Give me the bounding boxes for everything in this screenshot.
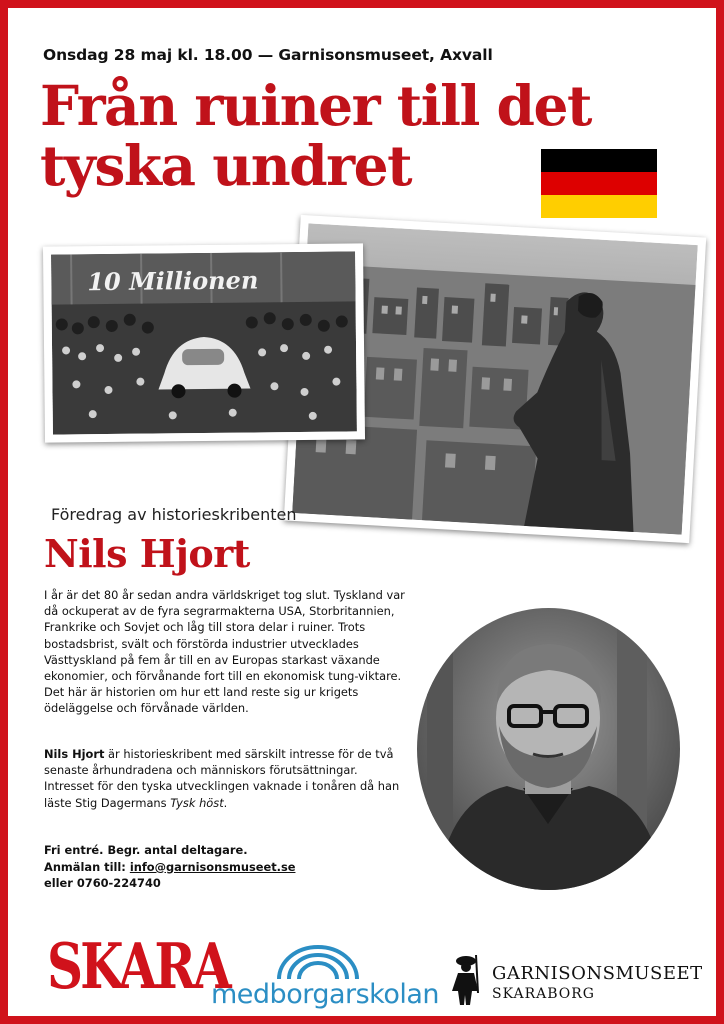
flag-stripe-gold	[541, 195, 657, 218]
medborgarskolan-arc-icon	[273, 945, 363, 981]
speaker-intro: Föredrag av historieskribenten	[51, 505, 297, 524]
german-flag-icon	[541, 149, 657, 218]
skara-logo	[43, 929, 229, 1010]
bio-name: Nils Hjort	[44, 747, 105, 761]
soldier-silhouette-icon	[448, 953, 484, 1005]
speaker-portrait	[417, 608, 680, 890]
registration-line	[44, 859, 295, 876]
crowd-image	[51, 251, 357, 434]
bio-end: .	[223, 795, 228, 810]
registration-phone: eller 0760-224740	[44, 876, 161, 891]
bio-book-title: Tysk höst	[170, 795, 224, 810]
medborgarskolan-text: medborgarskolan	[211, 979, 440, 1010]
free-entry-text: Fri entré. Begr. antal deltagare.	[44, 843, 248, 857]
bio-text: är historieskribent med särskilt intresse för de två senaste århundradena och människors förutsättningar. Intresset för den tyska utvecklingen vaknade i tonåren då han läste Stig Dagermans	[44, 747, 400, 810]
garnisonsmuseet-logo	[448, 951, 703, 1011]
event-title-line2: tyska undret	[40, 133, 412, 198]
flag-stripe-black	[541, 149, 657, 172]
photo-sign-text: 10 Millionen	[87, 265, 259, 297]
photo-ten-millionth-car	[43, 243, 365, 442]
portrait-image	[417, 608, 680, 890]
registration-label: Anmälan till:	[44, 859, 130, 874]
bio-paragraph	[44, 746, 409, 811]
medborgarskolan-logo	[211, 945, 439, 1013]
event-title	[40, 73, 591, 198]
garnisonsmuseet-region: SKARABORG	[492, 986, 595, 1002]
event-date-line: Onsdag 28 maj kl. 18.00 — Garnisonsmuseet, Axvall	[43, 46, 493, 64]
speaker-name: Nils Hjort	[44, 531, 250, 576]
registration-email-link[interactable]: info@garnisonsmuseet.se	[129, 859, 296, 874]
event-title-line1: Från ruiner till det	[40, 73, 591, 138]
skara-logo-text: SKARA	[47, 929, 229, 1003]
flag-stripe-red	[541, 172, 657, 195]
registration-info	[44, 842, 295, 892]
description-paragraph: I år är det 80 år sedan andra världskriget tog slut. Tyskland var då ockuperat av de fyra segrarmakterna USA, Storbritannien, Frankrike och Sovjet och låg till stora delar i ruiner. Trots bostadsbrist, svält och förstörda industrier utvecklades Västtyskland på fem år till en av Europas starkast växande ekonomier, och förvånande fort till en ekonomisk tung-viktare. Det här är historien om hur ett land reste sig ur krigets ödeläggelse och förvånade världen.	[44, 588, 405, 716]
garnisonsmuseet-name: GARNISONSMUSEET	[492, 963, 703, 984]
